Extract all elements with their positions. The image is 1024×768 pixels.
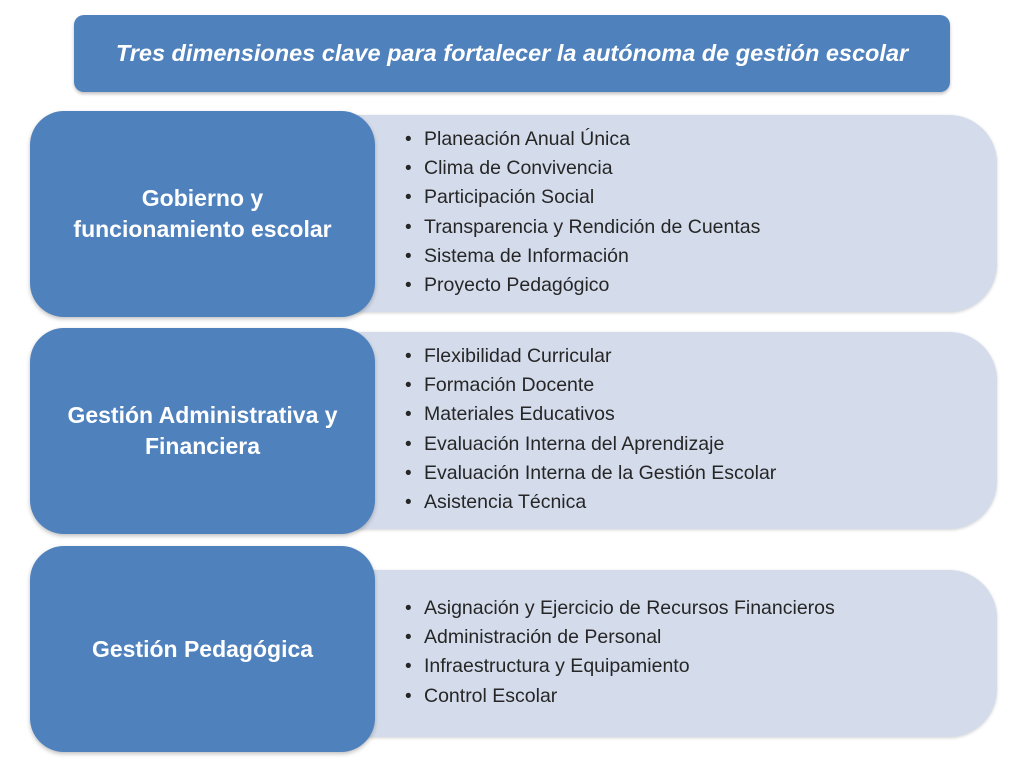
bullet-icon: • [405, 129, 412, 150]
dimension-label: Gestión Pedagógica [91, 635, 314, 662]
dimension-item-list [405, 594, 835, 711]
bullet-icon: • [405, 375, 412, 397]
list-item: • Proyecto Pedagógico [405, 271, 760, 300]
bullet-icon: • [405, 627, 412, 649]
title-banner [74, 15, 950, 92]
list-item: • Infraestructura y Equipamiento [405, 652, 835, 681]
dimension-item-list [405, 342, 776, 517]
dimension-box [30, 546, 375, 752]
dimension-label: Gobierno y funcionamiento escolar [73, 185, 332, 242]
bullet-icon: • [405, 491, 412, 513]
bullet-icon: • [405, 346, 412, 367]
dimension-group-gobierno [0, 111, 1024, 317]
dimension-item-list [405, 125, 760, 300]
dimension-group-pedagogica [0, 546, 1024, 752]
list-item: • Administración de Personal [405, 623, 835, 652]
list-item: • Sistema de Información [405, 242, 760, 271]
bullet-icon: • [405, 404, 412, 426]
bullet-icon: • [405, 158, 412, 180]
bullet-icon: • [405, 656, 412, 678]
list-item: • Participación Social [405, 183, 760, 212]
bullet-icon: • [405, 245, 412, 267]
dimension-box [30, 328, 375, 534]
bullet-icon: • [405, 462, 412, 484]
list-item: • Asignación y Ejercicio de Recursos Financieros [405, 594, 835, 623]
list-item: • Evaluación Interna de la Gestión Escolar [405, 459, 776, 488]
list-item: • Materiales Educativos [405, 400, 776, 429]
list-item: • Transparencia y Rendición de Cuentas [405, 213, 760, 242]
bullet-icon: • [405, 274, 412, 296]
bullet-icon: • [405, 187, 412, 209]
bullet-icon: • [405, 433, 412, 455]
diagram-title: Tres dimensiones clave para fortalecer la autónoma de gestión escolar [115, 40, 909, 66]
list-item: • Evaluación Interna del Aprendizaje [405, 430, 776, 459]
dimension-group-administrativa [0, 328, 1024, 534]
bullet-icon: • [405, 216, 412, 238]
list-item: • Formación Docente [405, 371, 776, 400]
list-item: • Control Escolar [405, 682, 835, 711]
list-item: • Asistencia Técnica [405, 488, 776, 517]
bullet-icon: • [405, 685, 412, 707]
dimension-label: Gestión Administrativa y Financiera [67, 402, 338, 459]
bullet-icon: • [405, 598, 412, 619]
list-item: • Clima de Convivencia [405, 154, 760, 183]
list-item: • Flexibilidad Curricular [405, 342, 776, 371]
list-item: • Planeación Anual Única [405, 125, 760, 154]
dimension-box [30, 111, 375, 317]
